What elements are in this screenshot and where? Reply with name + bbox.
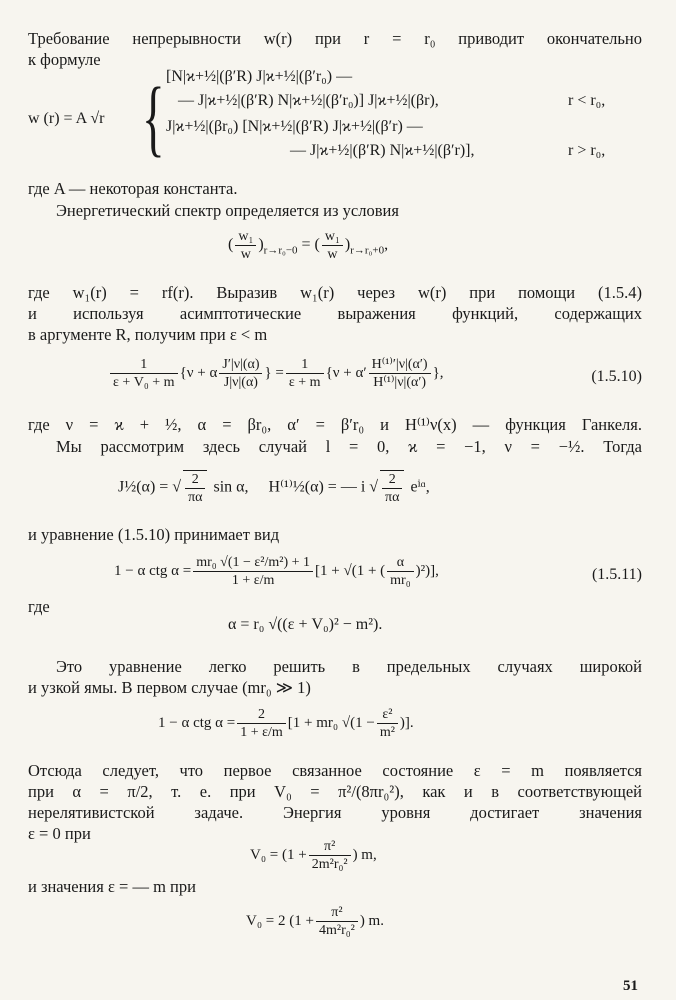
equation-body [114, 554, 439, 589]
fraction-numerator: 2 [185, 471, 205, 489]
paragraph-limiting-cases [28, 656, 642, 677]
fraction-numerator: 2 [237, 706, 286, 724]
text-line: ε = 0 при [28, 824, 91, 843]
equation-v0-first [28, 836, 642, 880]
text-line: в аргументе R, получим при ε < m [28, 325, 268, 344]
equation-body [158, 706, 414, 741]
fraction-denominator: w [240, 247, 251, 262]
text-line: к формуле [28, 50, 101, 69]
equation-matching-condition [28, 226, 642, 270]
equation-part: {ν + α′ [325, 364, 367, 381]
equation-body: α = r₀ √((ε + V₀)² − m²). [228, 616, 383, 633]
equation-part: H⁽¹⁾½(α) = — i [268, 478, 366, 496]
fraction-numerator: π² [316, 904, 358, 922]
fraction-denominator: πα [188, 490, 203, 505]
fraction-numerator: 1 [286, 356, 324, 374]
fraction-denominator: J|ν|(α) [223, 375, 258, 390]
fraction-denominator: 1 + ε/m [231, 573, 275, 588]
equation-part: sin α, [213, 478, 249, 496]
equation-part: J½(α) = [118, 478, 169, 496]
equation-part: V₀ = 2 (1 + [246, 912, 314, 929]
fraction-numerator: w₁ [322, 228, 343, 246]
paragraph-takes-form [28, 524, 642, 545]
equation-bessel-functions [28, 466, 642, 516]
text-line: где [28, 597, 50, 616]
fraction-denominator: 2m²r₀² [311, 857, 348, 872]
text-line: Требование непрерывности w(r) при r = r₀ приводит окончательно [28, 29, 642, 48]
equation-part: } = [264, 364, 284, 381]
brace-symbol: { [142, 69, 165, 165]
equation-part: )]. [399, 714, 414, 731]
equation-part: eⁱᵅ, [410, 478, 430, 496]
equation-part: )²)], [415, 562, 439, 579]
text-line: и значения ε = — m при [28, 877, 196, 896]
equation-part: V₀ = (1 + [250, 846, 307, 863]
equation-part: 1 − α ctg α = [158, 714, 236, 731]
equation-alpha [28, 614, 642, 644]
fraction-numerator: π² [309, 838, 351, 856]
equation-row: — J|ϰ+½|(β′R) N|ϰ+½|(β′r₀)] J|ϰ+½|(βr), [178, 92, 439, 109]
equation-lhs: w (r) = A √r [28, 110, 105, 127]
equation-body: ( $\frac{\text{w₁}}{w}$ )$_{r\to r_0-0}$ = ( $\frac{\text{w₁}}{w}$ )$_{r\to r_0+0}$, [228, 229, 389, 262]
subscript: r→r₀−0 [263, 244, 298, 257]
fraction-numerator: mr₀ √(1 − ε²/m²) + 1 [193, 554, 313, 572]
equation-body [250, 838, 377, 873]
fraction-numerator: 1 [110, 356, 178, 374]
paragraph-and-values [28, 876, 642, 897]
fraction-denominator: w [327, 247, 338, 262]
text-line: нерелятивистской задаче. Энергия уровня достигает значения [28, 803, 642, 822]
equation-row: — J|ϰ+½|(β′R) N|ϰ+½|(β′r)], [290, 142, 475, 159]
equation-row: J|ϰ+½|(βr₀) [N|ϰ+½|(β′R) J|ϰ+½|(β′r) — [166, 118, 423, 135]
paragraph-expression [28, 282, 642, 345]
paragraph-limiting-cases-cont [28, 677, 642, 698]
equation-condition: r < r₀, [568, 92, 606, 109]
equation-body [246, 904, 384, 939]
equation-w-of-r [28, 66, 642, 176]
equation-part: ) m. [359, 912, 384, 929]
equation-1-5-11 [28, 552, 642, 602]
equation-part: [1 + mr₀ √(1 − [287, 714, 375, 731]
equation-condition: r > r₀, [568, 142, 606, 159]
equation-row: [N|ϰ+½|(β′R) J|ϰ+½|(β′r₀) — [166, 68, 353, 85]
equation-part: {ν + α [179, 364, 218, 381]
paragraph-constant [28, 178, 642, 199]
equation-wide-well [28, 704, 642, 752]
equation-body [108, 356, 444, 391]
equation-part: }, [432, 364, 444, 381]
equation-part: 1 − α ctg α = [114, 562, 192, 579]
fraction-numerator: ε² [377, 706, 398, 724]
fraction-numerator: α [387, 554, 413, 572]
fraction-numerator: 2 [382, 471, 402, 489]
text-line: при α = π/2, т. е. при V₀ = π²/(8πr₀²), как и в соответствующей [28, 782, 642, 801]
text-line: Отсюда следует, что первое связанное состояние ε = m появляется [28, 761, 642, 780]
text-line: и используя асимптотические выражения функций, содержащих [28, 304, 642, 323]
text-line: где w₁(r) = rf(r). Выразив w₁(r) через w(r) при помощи (1.5.4) [28, 283, 642, 302]
fraction-denominator: H⁽¹⁾|ν|(α′) [373, 375, 427, 390]
text-line: Энергетический спектр определяется из условия [56, 201, 399, 220]
text-line: Мы рассмотрим здесь случай l = 0, ϰ = −1, ν = −½. Тогда [56, 437, 642, 456]
text-line: где ν = ϰ + ½, α = βr₀, α′ = β′r₀ и H⁽¹⁾ν(x) — функция Ганкеля. [28, 415, 642, 434]
paragraph-hankel [28, 414, 642, 435]
fraction-denominator: 1 + ε/m [240, 725, 283, 740]
equation-number: (1.5.10) [591, 368, 642, 385]
fraction-numerator: J′|ν|(α) [219, 356, 262, 374]
equation-part: [1 + √(1 + ( [315, 562, 386, 579]
fraction-denominator: 4m²r₀² [318, 923, 355, 938]
text-line: где A — некоторая константа. [28, 179, 238, 198]
subscript: r→r₀+0 [350, 244, 385, 257]
fraction-numerator: H⁽¹⁾′|ν|(α′) [369, 356, 431, 374]
equation-part: ) m, [352, 846, 377, 863]
fraction-denominator: πα [385, 490, 400, 505]
fraction-numerator: w₁ [235, 228, 256, 246]
paragraph-consequence [28, 760, 642, 844]
paragraph-spectrum [28, 200, 642, 221]
text-line: и узкой ямы. В первом случае (mr₀ ≫ 1) [28, 678, 311, 697]
fraction-denominator: ε + m [288, 375, 321, 390]
fraction-denominator: ε + V₀ + m [113, 375, 175, 390]
fraction-denominator: m² [379, 725, 395, 740]
text-line: Это уравнение легко решить в предельных случаях широкой [56, 657, 642, 676]
paragraph-continuity [28, 28, 642, 70]
equation-body: J½(α) = √ $\frac{2}{\pi\alpha}$ sin α, H⁽¹⁾½(α) = — i √ $\frac{2}{\pi\alpha}$ eⁱᵅ, [118, 472, 430, 505]
equation-v0-second [28, 902, 642, 946]
fraction-denominator: mr₀ [390, 573, 411, 588]
equation-number: (1.5.11) [591, 566, 642, 583]
paragraph-case [28, 436, 642, 457]
text-line: и уравнение (1.5.10) принимает вид [28, 525, 280, 544]
equation-1-5-10 [28, 354, 642, 404]
page-number: 51 [623, 978, 638, 994]
